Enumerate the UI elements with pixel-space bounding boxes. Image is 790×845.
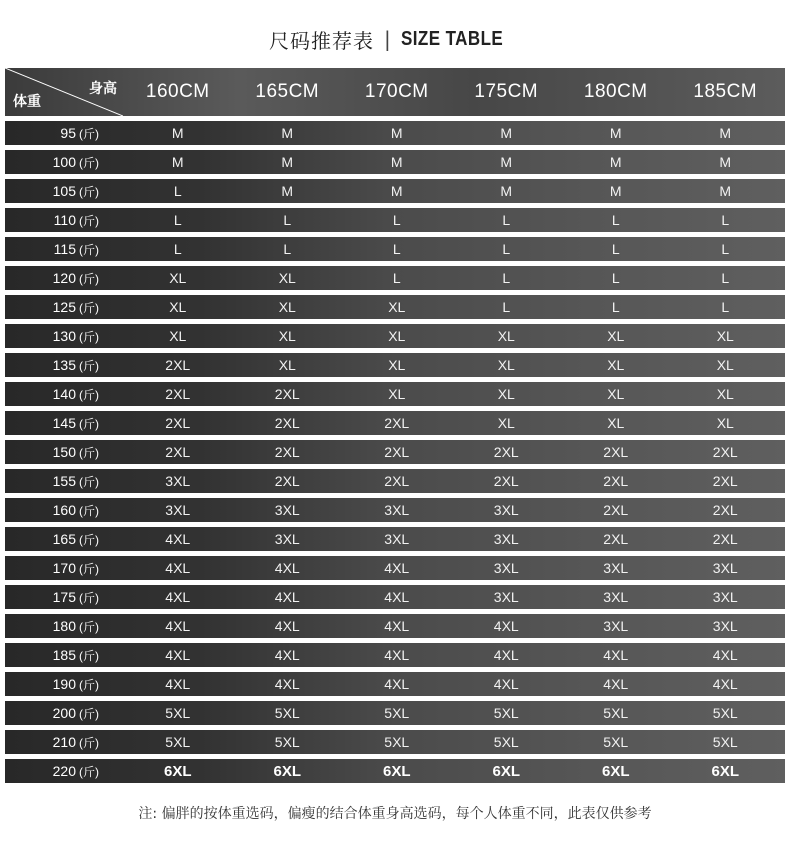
size-cell: 3XL — [603, 560, 629, 576]
height-header-cell: 170CM — [364, 81, 429, 102]
size-cell: 4XL — [603, 647, 629, 663]
table-row — [5, 643, 785, 667]
weight-unit: (斤) — [79, 677, 99, 692]
table-row — [5, 150, 785, 174]
size-cell: 3XL — [493, 502, 519, 518]
weight-unit: (斤) — [79, 648, 99, 663]
weight-value: 180 — [52, 618, 76, 634]
weight-cell — [5, 386, 123, 403]
weight-value: 110 — [53, 212, 76, 228]
title-zh: 尺码推荐表 — [269, 28, 375, 53]
weight-cell — [5, 357, 123, 374]
size-cell: L — [611, 270, 620, 286]
size-cell: XL — [388, 299, 406, 315]
weight-unit: (斤) — [79, 619, 99, 634]
footnote: 注: 偏胖的按体重选码，偏瘦的结合体重身高选码，每个人体重不同，此表仅供参考 — [138, 806, 652, 822]
size-cell: M — [609, 183, 622, 199]
table-row — [5, 701, 785, 725]
table-row — [5, 556, 785, 580]
size-cell: 2XL — [603, 531, 629, 547]
weight-cell — [5, 125, 123, 142]
size-cell: XL — [278, 328, 296, 344]
weight-unit: (斤) — [79, 532, 99, 547]
size-cell: 5XL — [712, 734, 738, 750]
size-cell: 6XL — [492, 762, 520, 780]
size-cell: 2XL — [165, 357, 191, 373]
height-columns — [123, 68, 780, 116]
table-row — [5, 295, 785, 319]
weight-cell — [5, 183, 123, 200]
weight-value: 115 — [53, 241, 76, 257]
weight-unit: (斤) — [79, 300, 99, 315]
size-cell: L — [721, 299, 730, 315]
weight-unit: (斤) — [79, 126, 99, 141]
size-cell: M — [500, 125, 513, 141]
size-cell: XL — [497, 328, 515, 344]
weight-cell — [5, 763, 123, 780]
size-cell: 3XL — [603, 589, 629, 605]
weight-value: 145 — [52, 415, 76, 431]
size-cell: 3XL — [274, 531, 300, 547]
table-row — [5, 208, 785, 232]
weight-value: 130 — [52, 328, 76, 344]
size-cell: 5XL — [165, 734, 191, 750]
weight-cell — [5, 734, 123, 751]
size-cell: 2XL — [603, 473, 629, 489]
weight-unit: (斤) — [79, 329, 99, 344]
weight-unit: (斤) — [79, 416, 99, 431]
size-cell: M — [171, 125, 184, 141]
size-cell: 5XL — [384, 734, 410, 750]
weight-unit: (斤) — [79, 474, 99, 489]
header-corner-cell — [5, 68, 123, 116]
size-cell: L — [283, 241, 292, 257]
weight-value: 150 — [52, 444, 76, 460]
table-row — [5, 353, 785, 377]
size-cell: 6XL — [273, 762, 301, 780]
weight-unit: (斤) — [79, 387, 99, 402]
table-body — [5, 121, 785, 783]
size-cell: XL — [716, 386, 734, 402]
size-cell: XL — [278, 357, 296, 373]
weight-value: 125 — [52, 299, 76, 315]
size-cell: 3XL — [603, 618, 629, 634]
size-cell: 4XL — [712, 676, 738, 692]
title-en: SIZE TABLE — [400, 27, 503, 50]
size-cell: M — [390, 183, 403, 199]
size-cell: M — [719, 154, 732, 170]
size-cell: 2XL — [165, 444, 191, 460]
size-cell: M — [719, 125, 732, 141]
table-row — [5, 266, 785, 290]
size-cell: 4XL — [493, 618, 519, 634]
size-cell: 2XL — [274, 444, 300, 460]
size-cell: 4XL — [493, 647, 519, 663]
table-row — [5, 672, 785, 696]
table-header — [5, 68, 785, 116]
weight-unit: (斤) — [79, 561, 99, 576]
height-header-cell: 180CM — [583, 81, 648, 102]
weight-unit: (斤) — [79, 242, 99, 257]
weight-cell — [5, 502, 123, 519]
table-row — [5, 382, 785, 406]
size-cell: XL — [607, 328, 625, 344]
weight-value: 120 — [52, 270, 76, 286]
height-axis-label: 身高 — [89, 81, 117, 97]
weight-cell — [5, 676, 123, 693]
weight-cell — [5, 589, 123, 606]
size-cell: 4XL — [165, 676, 191, 692]
size-cell: 3XL — [712, 618, 738, 634]
size-cell: 2XL — [493, 444, 519, 460]
size-cell: M — [719, 183, 732, 199]
size-cell: 5XL — [493, 734, 519, 750]
weight-unit: (斤) — [79, 358, 99, 373]
table-row — [5, 759, 785, 783]
weight-unit: (斤) — [79, 503, 99, 518]
weight-value: 100 — [52, 154, 76, 170]
weight-value: 220 — [52, 763, 76, 779]
size-cell: 3XL — [165, 473, 191, 489]
size-cell: XL — [716, 328, 734, 344]
size-cell: XL — [388, 357, 406, 373]
weight-cell — [5, 705, 123, 722]
size-cell: L — [611, 241, 620, 257]
weight-unit: (斤) — [79, 155, 99, 170]
weight-cell — [5, 473, 123, 490]
size-cell: 4XL — [165, 647, 191, 663]
size-cell: L — [611, 299, 620, 315]
weight-value: 155 — [52, 473, 76, 489]
size-cell: M — [609, 125, 622, 141]
table-row — [5, 585, 785, 609]
table-row — [5, 179, 785, 203]
weight-value: 135 — [52, 357, 76, 373]
size-cell: XL — [716, 357, 734, 373]
title-separator: | — [384, 27, 391, 51]
table-row — [5, 121, 785, 145]
weight-value: 185 — [52, 647, 76, 663]
size-cell: 4XL — [274, 560, 300, 576]
height-header-cell: 185CM — [693, 81, 758, 102]
weight-unit: (斤) — [79, 735, 99, 750]
size-cell: 3XL — [712, 560, 738, 576]
size-cell: XL — [497, 357, 515, 373]
size-cell: L — [721, 212, 730, 228]
size-cell: L — [721, 270, 730, 286]
size-cell: 6XL — [163, 762, 192, 780]
size-cell: 5XL — [384, 705, 410, 721]
size-cell: L — [173, 183, 182, 199]
weight-cell — [5, 270, 123, 287]
size-cell: 4XL — [165, 589, 191, 605]
size-cell: L — [173, 241, 182, 257]
size-cell: XL — [278, 299, 296, 315]
weight-cell — [5, 531, 123, 548]
weight-value: 175 — [52, 589, 76, 605]
weight-cell — [5, 647, 123, 664]
size-cell: 2XL — [493, 473, 519, 489]
size-cell: L — [283, 212, 292, 228]
weight-value: 95 — [60, 125, 76, 141]
table-row — [5, 324, 785, 348]
size-cell: 3XL — [493, 531, 519, 547]
size-cell: 5XL — [603, 705, 629, 721]
size-cell: M — [609, 154, 622, 170]
table-row — [5, 411, 785, 435]
size-cell: 3XL — [165, 502, 191, 518]
size-cell: 4XL — [384, 647, 410, 663]
size-cell: 2XL — [712, 531, 738, 547]
height-header-cell: 175CM — [474, 81, 539, 102]
weight-unit: (斤) — [79, 590, 99, 605]
size-cell: XL — [169, 299, 187, 315]
size-cell: L — [502, 212, 511, 228]
size-cell: 3XL — [712, 589, 738, 605]
size-cell: 3XL — [384, 502, 410, 518]
weight-cell — [5, 154, 123, 171]
weight-cell — [5, 444, 123, 461]
size-cell: M — [390, 154, 403, 170]
size-cell: 2XL — [384, 473, 410, 489]
size-cell: 5XL — [493, 705, 519, 721]
size-cell: 4XL — [384, 618, 410, 634]
size-cell: L — [611, 212, 620, 228]
table-row — [5, 440, 785, 464]
size-cell: 6XL — [601, 762, 630, 780]
weight-unit: (斤) — [79, 706, 99, 721]
size-cell: XL — [169, 328, 187, 344]
size-cell: M — [500, 183, 513, 199]
weight-value: 165 — [52, 531, 76, 547]
size-cell: 3XL — [274, 502, 300, 518]
size-cell: 3XL — [493, 560, 519, 576]
size-cell: 3XL — [384, 531, 410, 547]
weight-cell — [5, 560, 123, 577]
table-row — [5, 469, 785, 493]
size-cell: 4XL — [603, 676, 629, 692]
size-cell: XL — [497, 386, 515, 402]
size-cell: 2XL — [712, 444, 738, 460]
size-cell: 2XL — [384, 444, 410, 460]
size-cell: 4XL — [712, 647, 738, 663]
weight-value: 105 — [52, 183, 76, 199]
size-cell: 2XL — [712, 502, 738, 518]
size-cell: M — [171, 154, 184, 170]
size-cell: 2XL — [165, 415, 191, 431]
weight-axis-label: 体重 — [13, 94, 41, 110]
table-row — [5, 527, 785, 551]
size-cell: 3XL — [493, 589, 519, 605]
size-cell: L — [502, 270, 511, 286]
size-cell: 2XL — [274, 473, 300, 489]
size-cell: XL — [388, 328, 406, 344]
weight-unit: (斤) — [79, 184, 99, 199]
height-header-cell: 165CM — [255, 81, 320, 102]
weight-cell — [5, 241, 123, 258]
size-cell: 2XL — [165, 386, 191, 402]
weight-unit: (斤) — [79, 764, 99, 779]
size-cell: XL — [497, 415, 515, 431]
size-cell: M — [390, 125, 403, 141]
size-cell: L — [392, 212, 401, 228]
size-cell: 2XL — [712, 473, 738, 489]
size-cell: 4XL — [274, 589, 300, 605]
weight-cell — [5, 328, 123, 345]
size-cell: 2XL — [384, 415, 410, 431]
table-row — [5, 237, 785, 261]
size-cell: 2XL — [603, 502, 629, 518]
size-cell: 5XL — [165, 705, 191, 721]
size-cell: 4XL — [493, 676, 519, 692]
weight-value: 210 — [52, 734, 76, 750]
size-cell: XL — [607, 357, 625, 373]
size-cell: 4XL — [384, 589, 410, 605]
size-cell: L — [502, 299, 511, 315]
size-cell: XL — [716, 415, 734, 431]
size-cell: 4XL — [165, 531, 191, 547]
table-row — [5, 498, 785, 522]
size-cell: M — [281, 154, 294, 170]
page-title — [0, 22, 790, 56]
size-cell: 4XL — [274, 676, 300, 692]
size-cell: 5XL — [603, 734, 629, 750]
size-cell: 4XL — [274, 618, 300, 634]
size-cell: 5XL — [274, 705, 300, 721]
size-cell: 2XL — [274, 415, 300, 431]
weight-unit: (斤) — [79, 213, 99, 228]
size-cell: 6XL — [711, 762, 739, 780]
size-cell: XL — [388, 386, 406, 402]
size-cell: M — [281, 125, 294, 141]
weight-value: 190 — [52, 676, 76, 692]
size-cell: L — [173, 212, 182, 228]
size-cell: XL — [278, 270, 296, 286]
size-cell: L — [392, 270, 401, 286]
weight-cell — [5, 299, 123, 316]
size-table — [5, 68, 785, 788]
table-row — [5, 614, 785, 638]
size-cell: 4XL — [384, 676, 410, 692]
weight-cell — [5, 212, 123, 229]
weight-value: 160 — [52, 502, 76, 518]
size-cell: 4XL — [384, 560, 410, 576]
size-cell: XL — [169, 270, 187, 286]
size-cell: 2XL — [274, 386, 300, 402]
size-cell: 5XL — [274, 734, 300, 750]
size-cell: M — [500, 154, 513, 170]
size-cell: XL — [607, 386, 625, 402]
weight-value: 140 — [52, 386, 76, 402]
weight-unit: (斤) — [79, 271, 99, 286]
size-cell: 4XL — [165, 618, 191, 634]
size-cell: 2XL — [603, 444, 629, 460]
weight-cell — [5, 618, 123, 635]
size-cell: M — [281, 183, 294, 199]
table-row — [5, 730, 785, 754]
size-cell: 5XL — [712, 705, 738, 721]
size-cell: L — [392, 241, 401, 257]
size-cell: L — [502, 241, 511, 257]
weight-cell — [5, 415, 123, 432]
size-cell: XL — [607, 415, 625, 431]
size-cell: 4XL — [274, 647, 300, 663]
weight-value: 200 — [52, 705, 76, 721]
weight-value: 170 — [52, 560, 76, 576]
size-cell: 4XL — [165, 560, 191, 576]
weight-unit: (斤) — [79, 445, 99, 460]
size-cell: L — [721, 241, 730, 257]
height-header-cell: 160CM — [145, 81, 210, 102]
size-cell: 6XL — [382, 762, 411, 780]
